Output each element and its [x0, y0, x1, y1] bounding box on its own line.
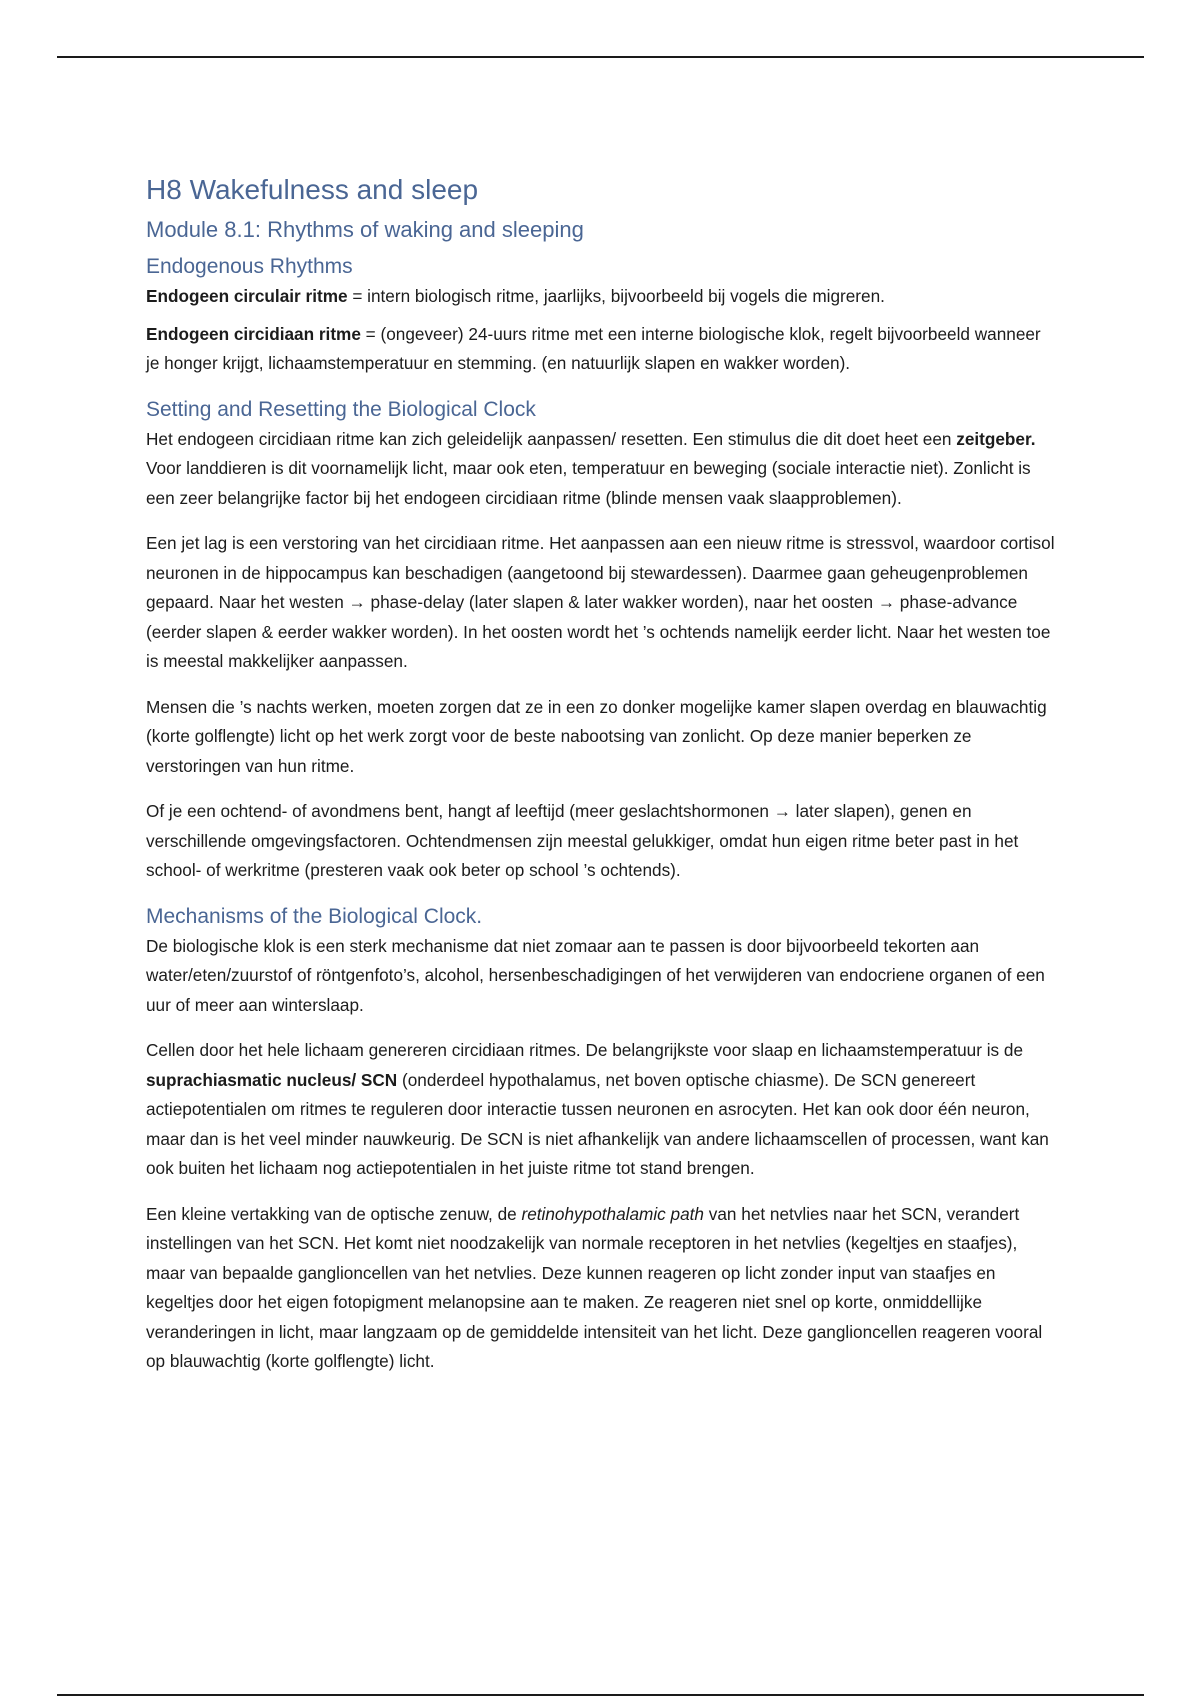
term-italic: retinohypothalamic path	[521, 1203, 704, 1224]
paragraph: Cellen door het hele lichaam genereren circidiaan ritmes. De belangrijkste voor slaap en lichaamstemperatuur is de suprachiasmatic nucleus/ SCN (onderdeel hypothalamus, net boven optische chiasme). De SCN genereert actiepotentialen om ritmes te reguleren door interactie tussen neuronen en asrocyten. Het kan ook door één neuron, maar dan is het veel minder nauwkeurig. De SCN is niet afhankelijk van andere lichaamscellen of processen, want kan ook buiten het lichaam nog actiepotentialen in het juiste ritme tot stand brengen.	[146, 1040, 1049, 1178]
term: Endogeen circulair ritme	[146, 286, 348, 306]
header-rule	[57, 56, 1144, 58]
section-heading-mechanisms: Mechanisms of the Biological Clock.	[146, 904, 483, 928]
paragraph: Het endogeen circidiaan ritme kan zich geleidelijk aanpassen/ resetten. Een stimulus die dit doet heet een zeitgeber. Voor landdieren is dit voornamelijk licht, maar ook eten, temperatuur en beweging (sociale interactie niet). Zonlicht is een zeer belangrijke factor bij het endogeen circidiaan ritme (blinde mensen vaak slaapproblemen).	[146, 428, 1036, 508]
footer-rule	[57, 1694, 1144, 1696]
paragraph: Endogeen circidiaan ritme = (ongeveer) 24-uurs ritme met een interne biologische klok, regelt bijvoorbeeld wanneer je honger krijgt, lichaamstemperatuur en stemming. (en natuurlijk slapen en wakker worden).	[146, 323, 1041, 373]
paragraph: Een jet lag is een verstoring van het circidiaan ritme. Het aanpassen aan een nieuw ritme is stressvol, waardoor cortisol neuronen in de hippocampus kan beschadigen (aangetoond bij stewardessen). Daarmee gaan geheugenproblemen gepaard. Naar het westen → phase-delay (later slapen & later wakker worden), naar het oosten → phase-advance (eerder slapen & eerder wakker worden). In het oosten wordt het ’s ochtends namelijk eerder licht. Naar het westen toe is meestal makkelijker aanpassen.	[146, 533, 1055, 671]
chapter-title: H8 Wakefulness and sleep	[146, 174, 479, 205]
paragraph: Of je een ochtend- of avondmens bent, hangt af leeftijd (meer geslachtshormonen → later slapen), genen en verschillende omgevingsfactoren. Ochtendmensen zijn meestal gelukkiger, omdat hun eigen ritme beter past in het school- of werkritme (presteren vaak ook beter op school ’s ochtends).	[146, 801, 1019, 880]
term: suprachiasmatic nucleus/ SCN	[146, 1069, 398, 1090]
section-heading-endogenous-rhythms: Endogenous Rhythms	[146, 255, 353, 278]
term: zeitgeber.	[956, 428, 1036, 449]
document-body	[146, 170, 1056, 1393]
module-title: Module 8.1: Rhythms of waking and sleeping	[146, 217, 584, 242]
paragraph: Een kleine vertakking van de optische zenuw, de retinohypothalamic path van het netvlies naar het SCN, verandert instellingen van het SCN. Het komt niet noodzakelijk van normale receptoren in het netvlies (kegeltjes en staafjes), maar van bepaalde ganglioncellen van het netvlies. Deze kunnen reageren op licht zonder input van staafjes en kegeltjes door het eigen fotopigment melanopsine aan te maken. Ze reageren niet snel op korte, onmiddellijke veranderingen in licht, maar langzaam op de gemiddelde intensiteit van het licht. Deze ganglioncellen reageren vooral op blauwachtig (korte golflengte) licht.	[146, 1203, 1043, 1371]
section-heading-setting-resetting: Setting and Resetting the Biological Clock	[146, 397, 536, 421]
paragraph: Mensen die ’s nachts werken, moeten zorgen dat ze in een zo donker mogelijke kamer slapen overdag en blauwachtig (korte golflengte) licht op het werk zorgt voor de beste nabootsing van zonlicht. Op deze manier beperken ze verstoringen van hun ritme.	[146, 696, 1047, 776]
paragraph: Endogeen circulair ritme = intern biologisch ritme, jaarlijks, bijvoorbeeld bij vogels die migreren.	[146, 286, 885, 306]
term: Endogeen circidiaan ritme	[146, 323, 361, 344]
paragraph: De biologische klok is een sterk mechanisme dat niet zomaar aan te passen is door bijvoorbeeld tekorten aan water/eten/zuurstof of röntgenfoto’s, alcohol, hersenbeschadigingen of het verwijderen van endocriene organen of een uur of meer aan winterslaap.	[146, 935, 1045, 1015]
